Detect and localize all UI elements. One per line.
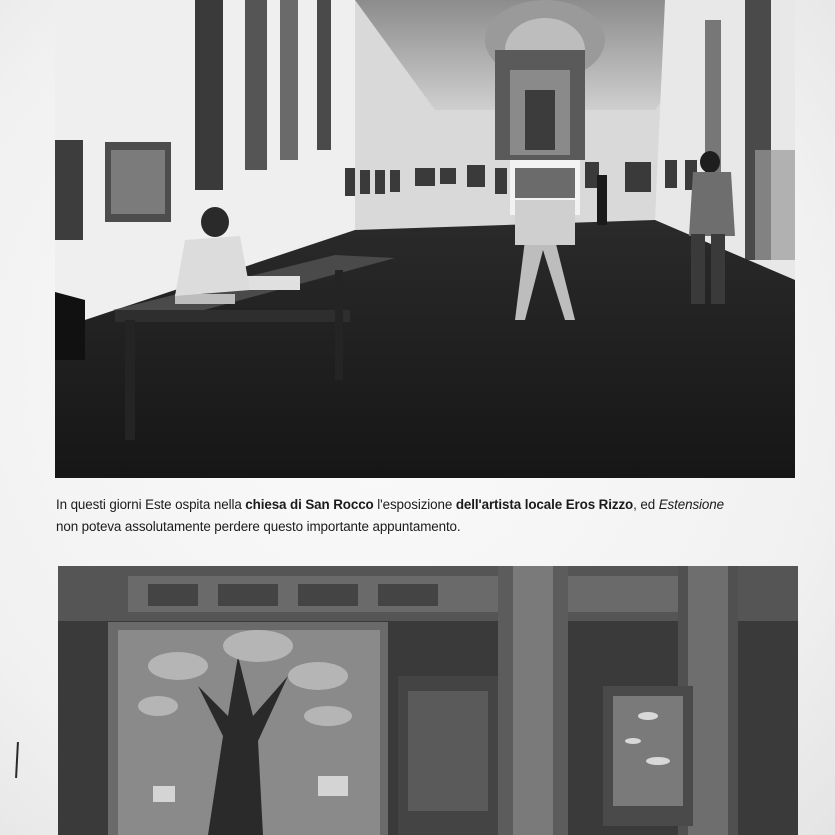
exhibition-hall-illustration [55, 0, 795, 478]
altar-painting-illustration [58, 566, 798, 835]
caption-text: l'esposizione [373, 497, 456, 512]
caption-bold-artist: dell'artista locale Eros Rizzo [455, 497, 634, 512]
caption-line-1 [56, 494, 786, 516]
exhibition-hall-photo [55, 0, 795, 478]
caption-italic-publication: Estensione [658, 497, 724, 512]
caption-text: , ed [633, 497, 659, 512]
photo-caption [56, 494, 786, 538]
caption-bold-location: chiesa di San Rocco [245, 497, 374, 512]
altar-painting-photo [58, 566, 798, 835]
caption-text: In questi giorni Este ospita nella [56, 497, 246, 512]
caption-line-2: non poteva assolutamente perdere questo importante appuntamento. [56, 519, 461, 534]
margin-pen-mark [15, 742, 19, 778]
